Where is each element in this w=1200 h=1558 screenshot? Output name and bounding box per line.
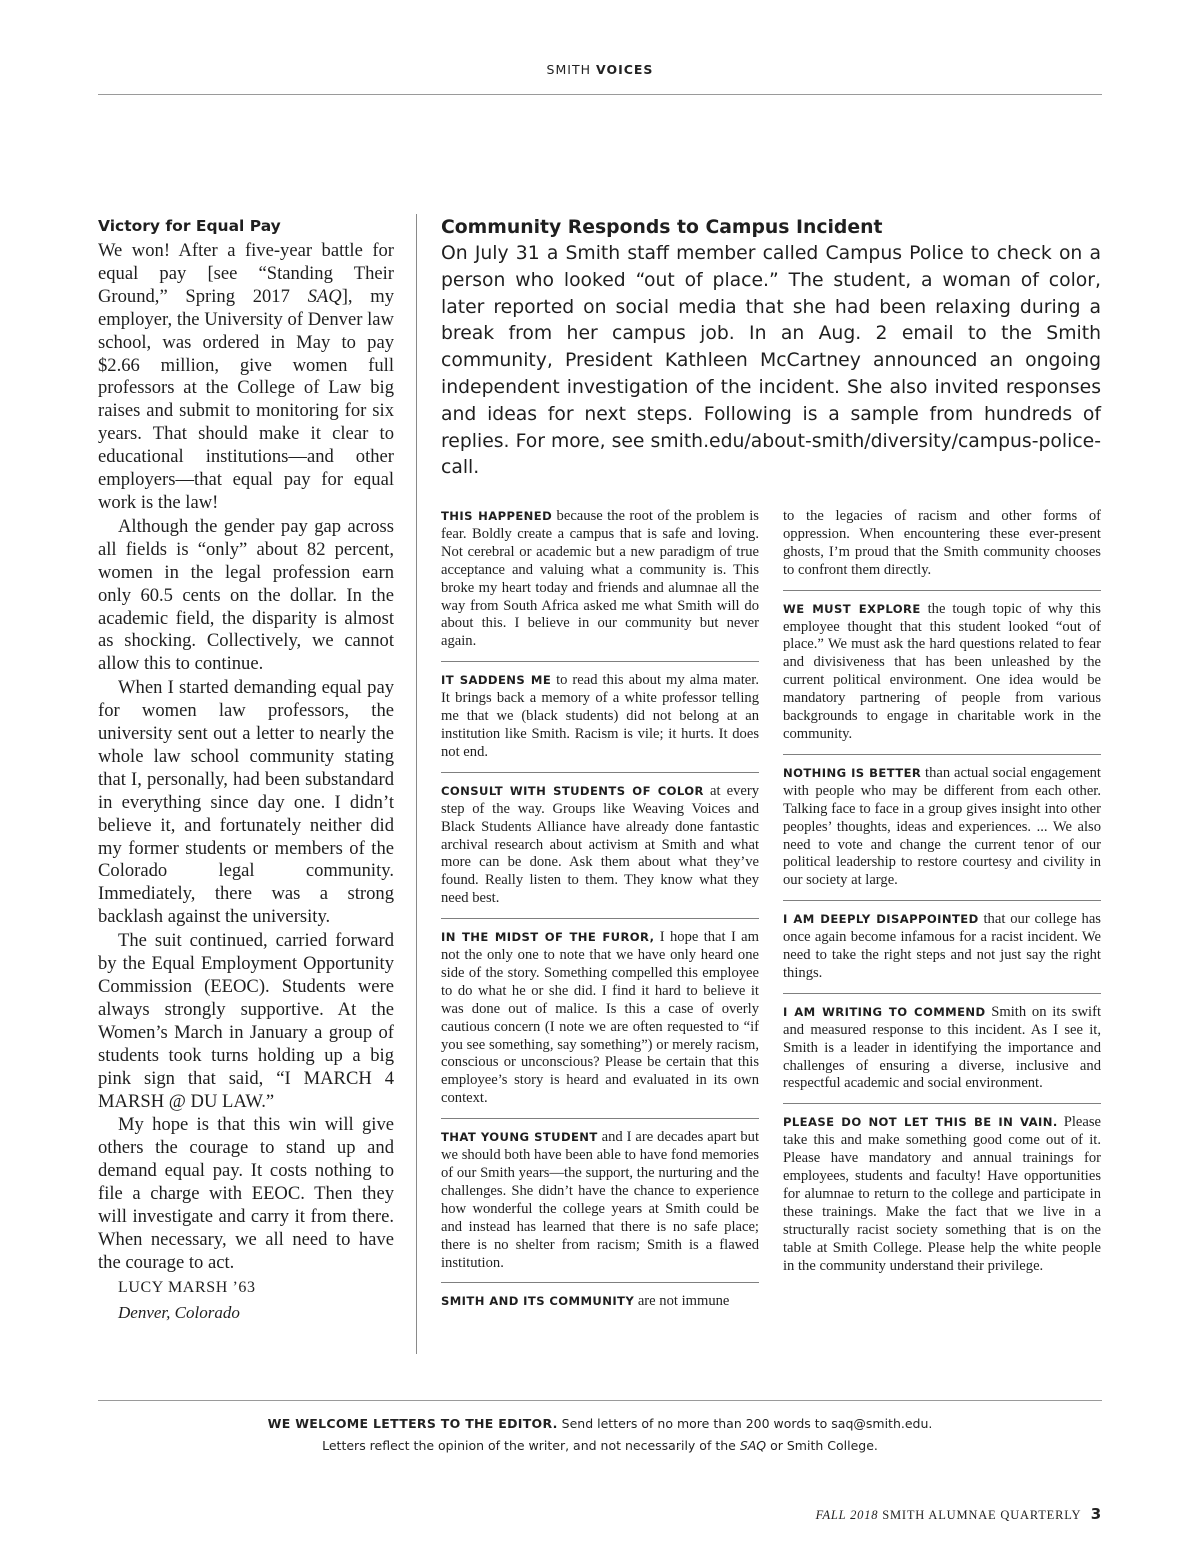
campus-incident-title-text: Community Responds to Campus Incident [441, 217, 883, 238]
para1-text-a: We won! After a five-year battle for equal pay [see “Standing Their Ground,” Spring 2017 [98, 240, 394, 307]
letter-item [783, 911, 1101, 994]
letter-item [783, 765, 1101, 901]
disclaimer-saq: SAQ [739, 1438, 767, 1453]
letter-item [783, 508, 1101, 591]
page-folio [816, 1505, 1102, 1523]
column-divider [416, 214, 417, 1354]
equal-pay-para-2: Although the gender pay gap across all fields is “only” about 82 percent, women in the legal profession earn only 60.5 cents on the dollar. In the academic field, the disparity is almost as shocking. Collectively, we cannot allow this to continue. [98, 515, 394, 675]
letter-text: than actual social engagement with people who may be different from each other. Talking face to face in a group gives insight into other peoples’ thoughts, ideas and experiences. ... We also need to vote and change the current tenor of our political leadership to restore courtesy and civility in our society at large. [783, 764, 1101, 889]
letter-text: Please take this and make something good come out of it. Please have mandatory and annual trainings for employees, students and faculty! Have opportunities for alumnae to return to the college and participate in these trainings. Make the fact that we live in a structurally racist society something that is on the table at Smith College. Please help the white people in the community understand their privilege. [783, 1114, 1101, 1274]
letter-item [441, 672, 759, 773]
editor-note [0, 1416, 1200, 1431]
para1-saq: SAQ [307, 285, 342, 307]
equal-pay-para-1 [98, 240, 394, 515]
letter-text: to read this about my alma mater. It brings back a memory of a white professor telling me that we (black students) did not belong at an institution like Smith. Racism is vile; it hurts. It does not end. [441, 672, 759, 760]
letters-column-1 [441, 508, 759, 1331]
section-header [0, 62, 1200, 77]
letter-lead: THIS HAPPENED [441, 509, 553, 523]
author-signature: LUCY MARSH ’63 [118, 1278, 256, 1296]
equal-pay-para-3: When I started demanding equal pay for women law professors, the university sent out a letter to nearly the whole law school community stating that I, personally, had been substandard in everything since day one. I didn’t believe it, and fortunately neither did my former students or members of the Colorado legal community. Immediately, there was a strong backlash against the university. [98, 677, 394, 928]
letter-lead: I AM DEEPLY DISAPPOINTED [783, 912, 979, 927]
folio-publication: SMITH ALUMNAE QUARTERLY [882, 1508, 1081, 1522]
letter-text: the tough topic of why this employee thought that this student looked “out of place.” We must ask the hard questions related to fear and divisiveness that has been unleashed by the current political environment. One idea would be mandatory partnering of people from various backgrounds to engage in charitable work in the community. [783, 600, 1101, 742]
campus-incident-title [441, 214, 1101, 241]
page-number: 3 [1090, 1505, 1102, 1523]
letter-text: are not immune [634, 1293, 730, 1310]
disclaimer-text-b: or Smith College. [766, 1438, 878, 1453]
letter-item [441, 1293, 759, 1321]
letter-lead: PLEASE DO NOT LET THIS BE IN VAIN. [783, 1115, 1058, 1130]
folio-issue: FALL 2018 [815, 1508, 879, 1522]
letter-text: because the root of the problem is fear. Boldly create a campus that is safe and loving. Not cerebral or academic but a new paradigm of true acceptance and valuing what a community is. This broke my heart today and friends and alumnae all the way from South Africa asked me what Smith will do about this. I believe in our community but never again. [441, 508, 759, 650]
editor-note-send: Send letters of no more than 200 words to saq@smith.edu. [557, 1416, 933, 1431]
equal-pay-title: Victory for Equal Pay [98, 217, 281, 235]
disclaimer [0, 1438, 1200, 1453]
letter-text: that our college has once again become infamous for a racist incident. We need to take the right steps and not just say the right things. [783, 911, 1101, 981]
disclaimer-text-a: Letters reflect the opinion of the writer, and not necessarily of the [322, 1438, 740, 1453]
equal-pay-letter [98, 214, 394, 1325]
letter-lead: NOTHING IS BETTER [783, 765, 922, 780]
letter-item [441, 508, 759, 662]
letter-lead: IT SADDENS ME [441, 673, 552, 688]
letter-lead: SMITH AND ITS COMMUNITY [441, 1294, 635, 1309]
letter-lead: I AM WRITING TO COMMEND [783, 1004, 986, 1019]
top-rule [98, 94, 1102, 95]
section-name: VOICES [595, 62, 654, 77]
letter-lead: IN THE MIDST OF THE FUROR, [441, 930, 655, 945]
bottom-rule [98, 1400, 1102, 1401]
equal-pay-para-4: The suit continued, carried forward by the Equal Employment Opportunity Commission (EEOC). Students were always strongly supportive. At the Women’s March in January a group of students took turns holding up a big pink sign that said, “I MARCH 4 MARSH @ DU LAW.” [98, 930, 394, 1112]
equal-pay-para-5: My hope is that this win will give others the courage to stand up and demand equal pay. It costs nothing to file a charge with EEOC. Then they will investigate and carry it from there. When necessary, we all need to have the courage to act. [98, 1114, 394, 1273]
para1-text-b: ], my employer, the University of Denver law school, was ordered in May to pay $2.66 million, give women full professors at the College of Law big raises and submit to monitoring for six years. That should make it clear to educational institutions—and other employers—that equal pay for equal work is the law! [98, 285, 395, 513]
letter-text: Smith on its swift and measured response to this incident. As I see it, Smith is a leader in identifying the importance and challenges of ensuring a diverse, inclusive and respectful academic and social environment. [783, 1003, 1101, 1092]
letter-item [441, 1129, 759, 1283]
editor-note-welcome: WE WELCOME LETTERS TO THE EDITOR. [267, 1416, 558, 1431]
campus-incident-body: On July 31 a Smith staff member called Campus Police to check on a person who looked “out of place.” The student, a woman of color, later reported on social media that she had been relaxing during a break from her campus job. In an Aug. 2 email to the Smith community, President Kathleen McCartney announced an ongoing independent investigation of the incident. She also invited responses and ideas for next steps. Following is a sample from hundreds of replies. For more, see smith.edu/about-smith/diversity/campus-police-call. [441, 243, 1101, 479]
letter-text: and I are decades apart but we should both have been able to have fond memories of our Smith years—the support, the nurturing and the challenges. She didn’t have the chance to experience how wonderful the college years at Smith could be and instead has learned that there is no safe place; there is no shelter from racism; Smith is a flawed institution. [441, 1129, 759, 1271]
letter-item [441, 783, 759, 919]
letter-text: at every step of the way. Groups like Weaving Voices and Black Students Alliance have already done fantastic archival research about activism at Smith and what more can be done. Ask them about what they’ve found. Really listen to them. They know what they need best. [441, 782, 759, 907]
letters-column-2 [783, 508, 1101, 1296]
letter-text: I hope that I am not the only one to note that we have only heard one side of the story. Something compelled this employee to do what he or she did. I find it hard to believe it was done out of malice. Is this a case of overly cautious concern (I note we are often requested to “if you see something, say something”) or merely racism, conscious or unconscious? Please be certain that this employee’s story is heard and evaluated in its own context. [441, 929, 759, 1107]
campus-incident-intro [441, 214, 1101, 482]
letter-lead: CONSULT WITH STUDENTS OF COLOR [441, 783, 704, 798]
letter-lead: THAT YOUNG STUDENT [441, 1130, 598, 1145]
letter-item [441, 929, 759, 1119]
letter-text: to the legacies of racism and other forms of oppression. When encountering these ever-present ghosts, I’m proud that the Smith community chooses to confront them directly. [783, 508, 1101, 578]
letter-item [783, 1004, 1101, 1105]
section-prefix: SMITH [546, 62, 591, 77]
letter-item [783, 1114, 1101, 1285]
letter-lead: WE MUST EXPLORE [783, 601, 921, 616]
author-location: Denver, Colorado [118, 1302, 240, 1322]
letter-item [783, 601, 1101, 755]
